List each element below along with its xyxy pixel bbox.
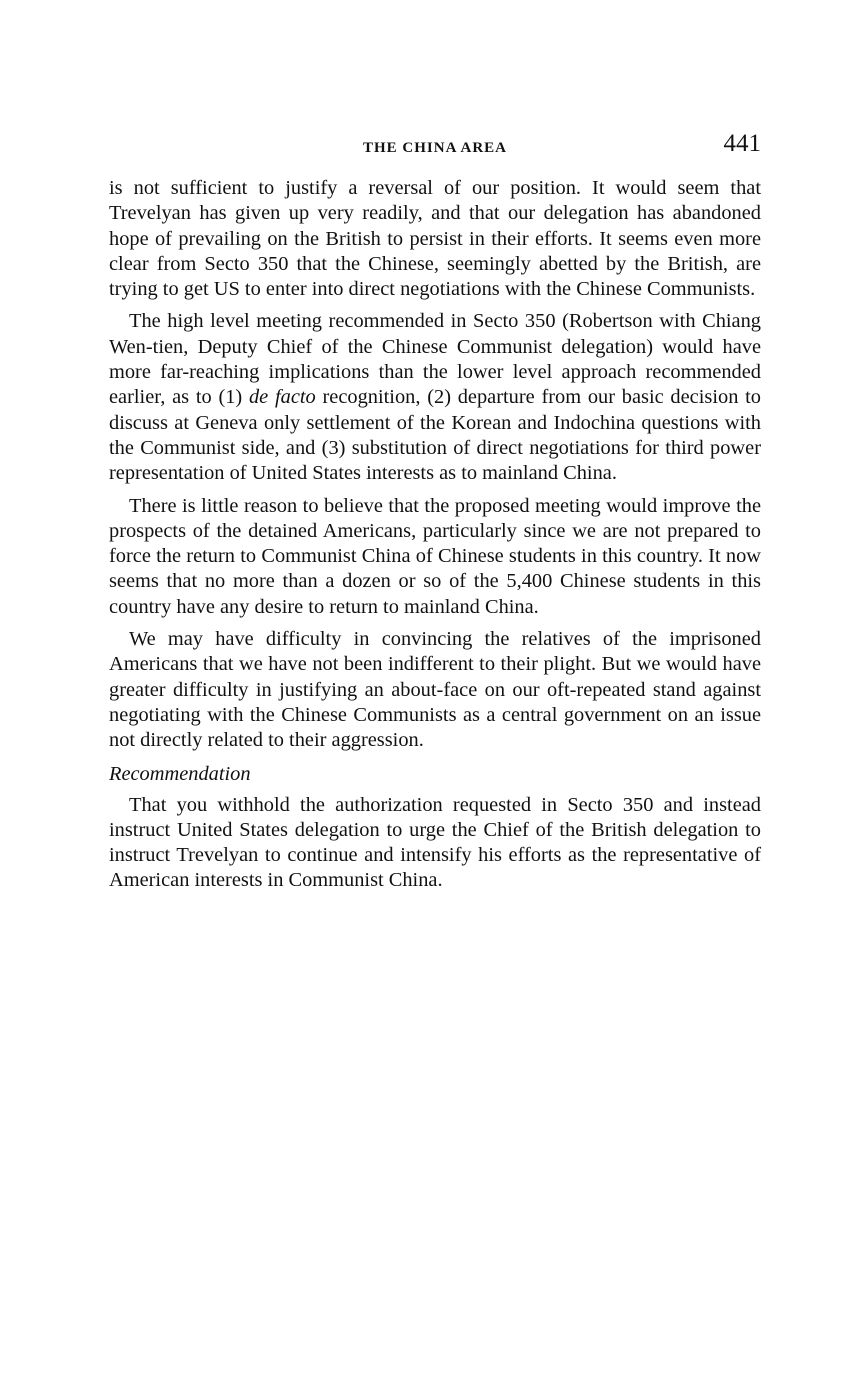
running-title: THE CHINA AREA [362,140,508,156]
section-heading: Recommendation [109,762,251,785]
page-number: 441 [723,130,761,157]
body-text [109,176,761,894]
italic-term: de facto [248,386,316,409]
paragraph-difficulty: We may have difficulty in convincing the relatives of the imprisoned Americans that we have not been indifferent to their plight. But we would have greater difficulty in justifying an about-face on our oft-repeated stand against negotiating with the Chinese Communists as a central government on an issue not directly related to their aggression. [109,628,761,752]
paragraph-detained-americans: There is little reason to believe that the proposed meeting would improve the prospects of the detained Americans, particularly since we are not prepared to force the return to Communist China of Chinese students in this country. It now seems that no more than a dozen or so of the 5,400 Chinese students in this country have any desire to return to mainland China. [109,494,761,618]
paragraph-recommendation: That you withhold the authorization requested in Secto 350 and instead instruct United States delegation to urge the Chief of the British delegation to instruct Trevelyan to continue and intensify his efforts as the representative of American interests in Communist China. [109,793,761,892]
document-page [109,130,761,901]
paragraph-high-level-meeting [109,309,761,486]
paragraph-text: recognition, (2) departure from our basic decision to discuss at Geneva only settlement of the Korean and Indochina questions with the Communist side, and (3) substitution of direct negotiations for third power representation of United States interests as to mainland China. [109,386,761,485]
running-head [109,130,761,164]
paragraph-continuation: is not sufficient to justify a reversal of our position. It would seem that Trevelyan has given up very readily, and that our delegation has abandoned hope of prevailing on the British to persist in their efforts. It seems even more clear from Secto 350 that the Chinese, seemingly abetted by the British, are trying to get US to enter into direct negotiations with the Chinese Communists. [109,177,761,301]
paragraph-text: The high level meeting recommended in Secto 350 (Robertson with Chiang Wen-tien, Deputy Chief of the Chinese Communist delegation) would have more far-reaching implications than the lower level approach recommended earlier, as to (1) [109,310,761,409]
